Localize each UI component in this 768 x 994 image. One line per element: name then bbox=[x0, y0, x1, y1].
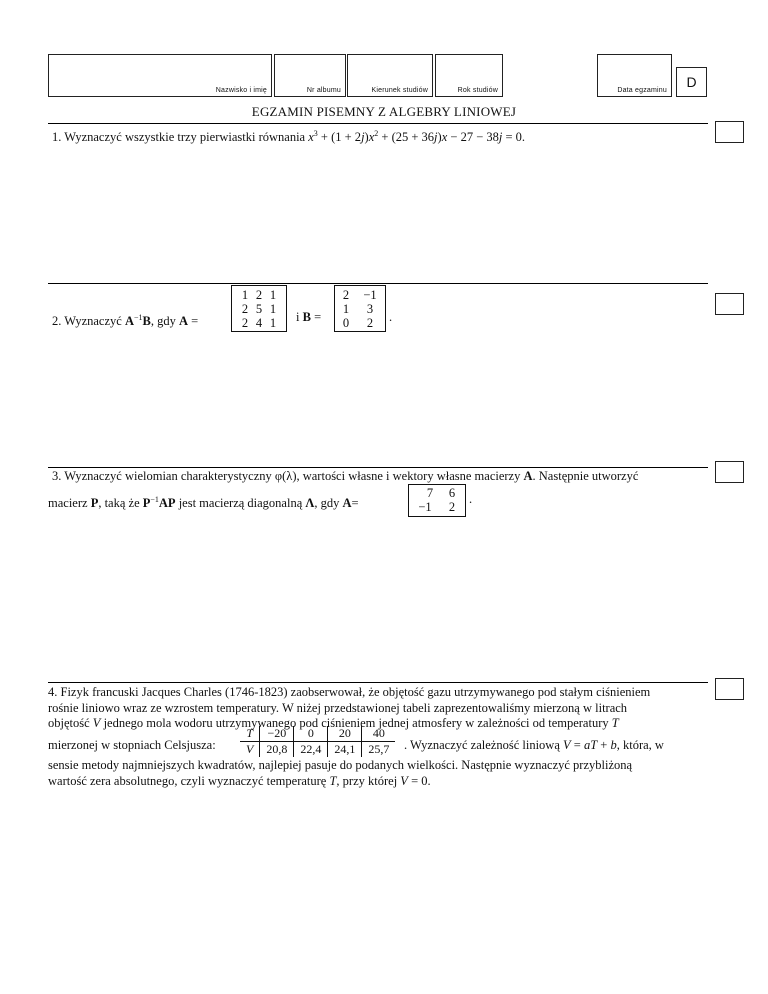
problem-1-number: 1. bbox=[52, 130, 62, 145]
album-field[interactable] bbox=[274, 54, 346, 97]
name-field-label: Nazwisko i imię bbox=[215, 87, 267, 94]
score-box-2[interactable] bbox=[715, 293, 744, 315]
problem-1: 1. Wyznaczyć wszystkie trzy pierwiastki równania $x^3 + (1 + 2j)x^2 + (25 + 36j)x - 27 - 38j = 0$. bbox=[52, 129, 526, 145]
problem-2-number: 2. bbox=[52, 314, 62, 329]
problem-3-number: 3. bbox=[52, 469, 62, 483]
album-field-label: Nr albumu bbox=[306, 87, 341, 94]
date-field[interactable] bbox=[597, 54, 672, 97]
divider bbox=[48, 283, 708, 284]
year-field[interactable] bbox=[435, 54, 503, 97]
matrix-B: 2 −1 1 3 0 2 bbox=[334, 285, 386, 332]
date-field-label: Data egzaminu bbox=[617, 87, 667, 94]
page-title: EGZAMIN PISEMNY Z ALGEBRY LINIOWEJ bbox=[251, 104, 517, 119]
divider bbox=[48, 682, 708, 683]
divider bbox=[48, 123, 708, 124]
problem-3-line2: macierz P, taką że $P^{-1}AP$ jest macierzą diagonalną Λ, gdy A= bbox=[48, 495, 359, 511]
score-box-4[interactable] bbox=[715, 678, 744, 700]
name-field[interactable] bbox=[48, 54, 272, 97]
divider bbox=[48, 467, 708, 468]
year-field-label: Rok studiów bbox=[457, 87, 498, 94]
major-field[interactable] bbox=[347, 54, 433, 97]
variant-badge: D bbox=[676, 67, 707, 97]
major-field-label: Kierunek studiów bbox=[371, 87, 428, 94]
matrix-A: 1 2 1 2 5 1 2 4 1 bbox=[231, 285, 287, 332]
problem-4: 4. Fizyk francuski Jacques Charles (1746-1823) zaobserwował, że objętość gazu utrzymywanego pod stałym ciśnieniem rośnie liniowo wraz ze wzrostem temperatury. W niżej przedstawionej tabeli zaprezentowaliśmy mierzoną w litrach objętość V jednego mola wodoru utrzymywanego pod ciśnieniem jednej atmosfery w zależności od temperatury T bbox=[48, 685, 651, 730]
matrix-A3: 7 6 −1 2 bbox=[408, 484, 466, 517]
data-table: T −20 0 20 40 V 20,8 22,4 24,1 25,7 bbox=[240, 726, 395, 757]
problem-3-line1: 3. Wyznaczyć wielomian charakterystyczny φ(λ), wartości własne i wektory własne macierzy A. Następnie utworzyć bbox=[52, 469, 639, 483]
score-box-3[interactable] bbox=[715, 461, 744, 483]
score-box-1[interactable] bbox=[715, 121, 744, 143]
problem-1-text: Wyznaczyć wszystkie trzy pierwiastki równania bbox=[64, 130, 306, 145]
problem-2-text: 2. Wyznaczyć $A^{-1}B$, gdy A = bbox=[52, 313, 199, 329]
